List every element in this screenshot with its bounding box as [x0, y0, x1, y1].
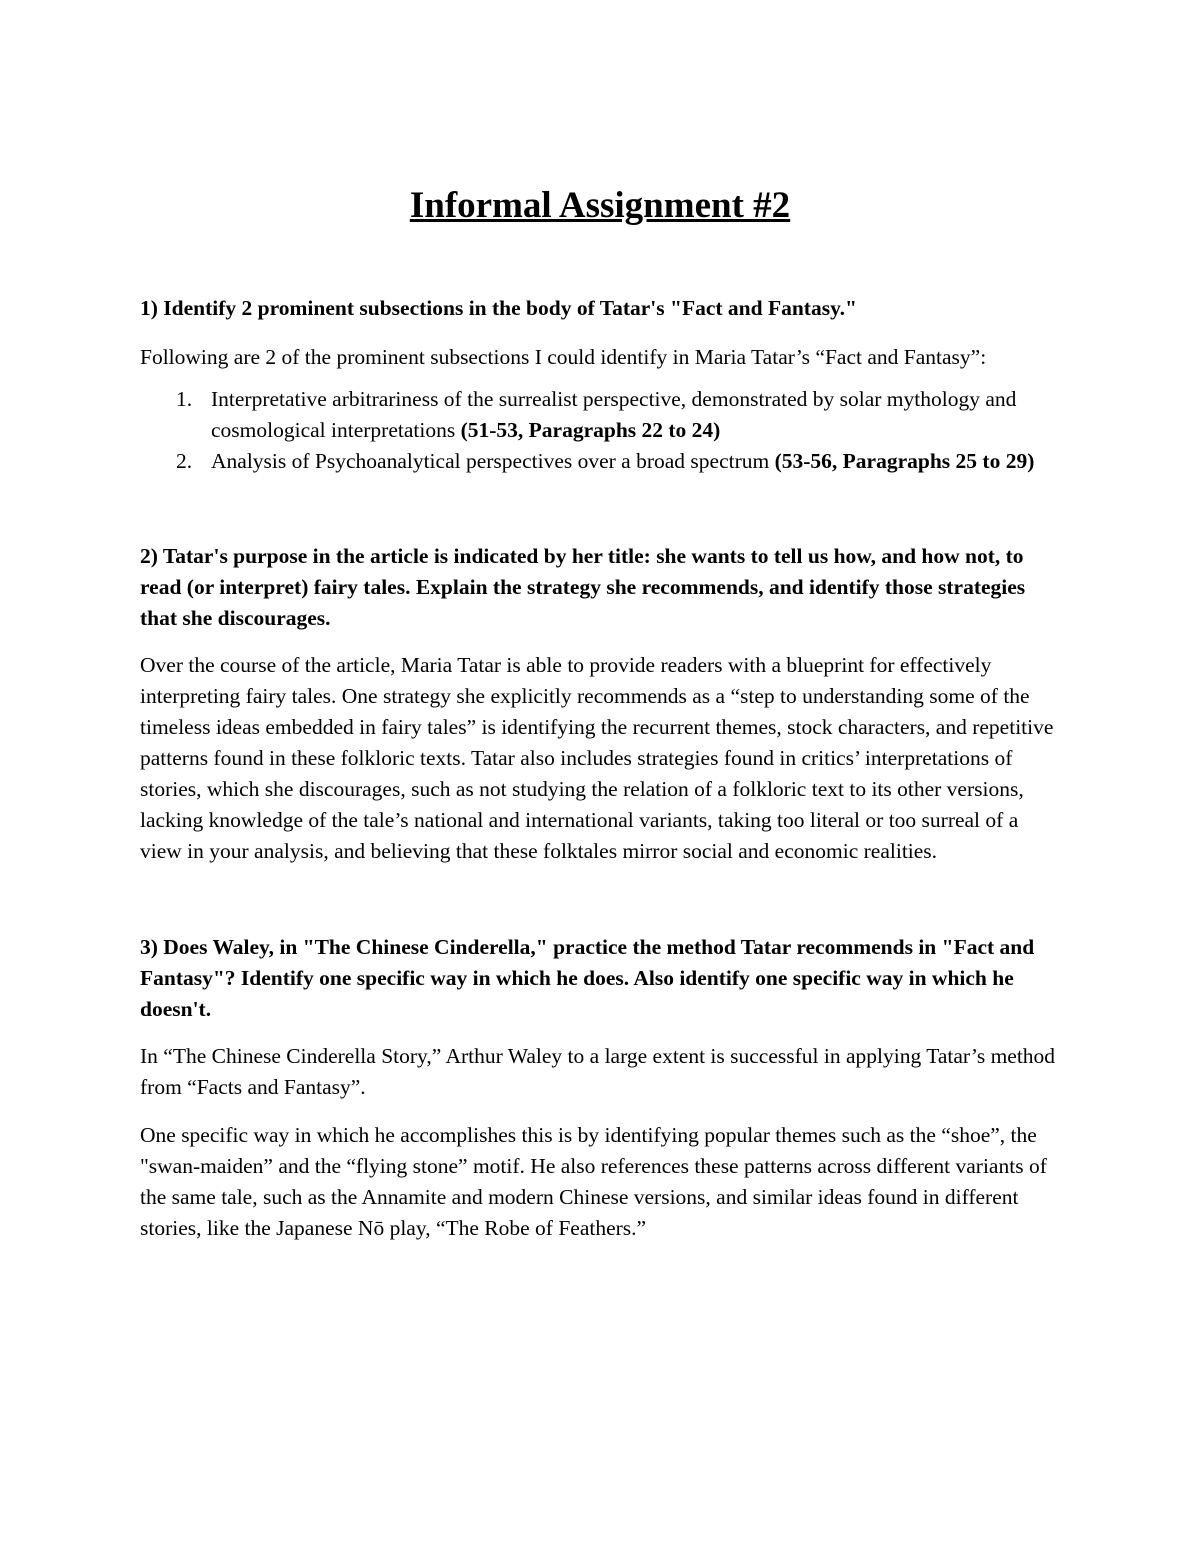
list-item-text: Analysis of Psychoanalytical perspectives over a broad spectrum — [211, 449, 775, 473]
list-item — [140, 446, 1060, 477]
answer-3-detail: One specific way in which he accomplishes this is by identifying popular themes such as the “shoe”, the "swan-maiden” and the “flying stone” motif. He also references these patterns across different variants of the same tale, such as the Annamite and modern Chinese versions, and similar ideas found in different stories, like the Japanese Nō play, “The Robe of Feathers.” — [140, 1123, 1047, 1240]
answer-2: Over the course of the article, Maria Tatar is able to provide readers with a blueprint for effectively interpreting fairy tales. One strategy she explicitly recommends as a “step to understanding some of the timeless ideas embedded in fairy tales” is identifying the recurrent themes, stock characters, and repetitive patterns found in these folkloric texts. Tatar also includes strategies found in critics’ interpretations of stories, which she discourages, such as not studying the relation of a folkloric text to its other versions, lacking knowledge of the tale’s national and international variants, taking too literal or too surreal of a view in your analysis, and believing that these folktales mirror social and economic realities. — [140, 653, 1054, 863]
list-item-text: Interpretative arbitrariness of the surrealist perspective, demonstrated by solar mythology and cosmological interpretations — [211, 387, 1017, 442]
list-item-number: 2. — [176, 449, 193, 473]
answer-1-intro: Following are 2 of the prominent subsections I could identify in Maria Tatar’s “Fact and Fantasy”: — [140, 345, 987, 369]
subsection-list — [140, 384, 1060, 477]
list-item-reference: (53-56, Paragraphs 25 to 29) — [774, 449, 1035, 473]
answer-3-intro: In “The Chinese Cinderella Story,” Arthur Waley to a large extent is successful in applying Tatar’s method from “Facts and Fantasy”. — [140, 1044, 1056, 1099]
list-item-reference: (51-53, Paragraphs 22 to 24) — [460, 418, 721, 442]
document-page — [140, 182, 1060, 1244]
list-item-number: 1. — [176, 387, 193, 411]
question-3: 3) Does Waley, in "The Chinese Cinderella," practice the method Tatar recommends in "Fact and Fantasy"? Identify one specific way in which he does. Also identify one specific way in which he doesn't. — [140, 935, 1035, 1021]
list-item — [140, 384, 1060, 446]
document-title: Informal Assignment #2 — [409, 185, 791, 226]
question-1: 1) Identify 2 prominent subsections in the body of Tatar's "Fact and Fantasy." — [140, 296, 857, 320]
question-2: 2) Tatar's purpose in the article is indicated by her title: she wants to tell us how, and how not, to read (or interpret) fairy tales. Explain the strategy she recommends, and identify those strategies that she discourages. — [140, 544, 1026, 630]
